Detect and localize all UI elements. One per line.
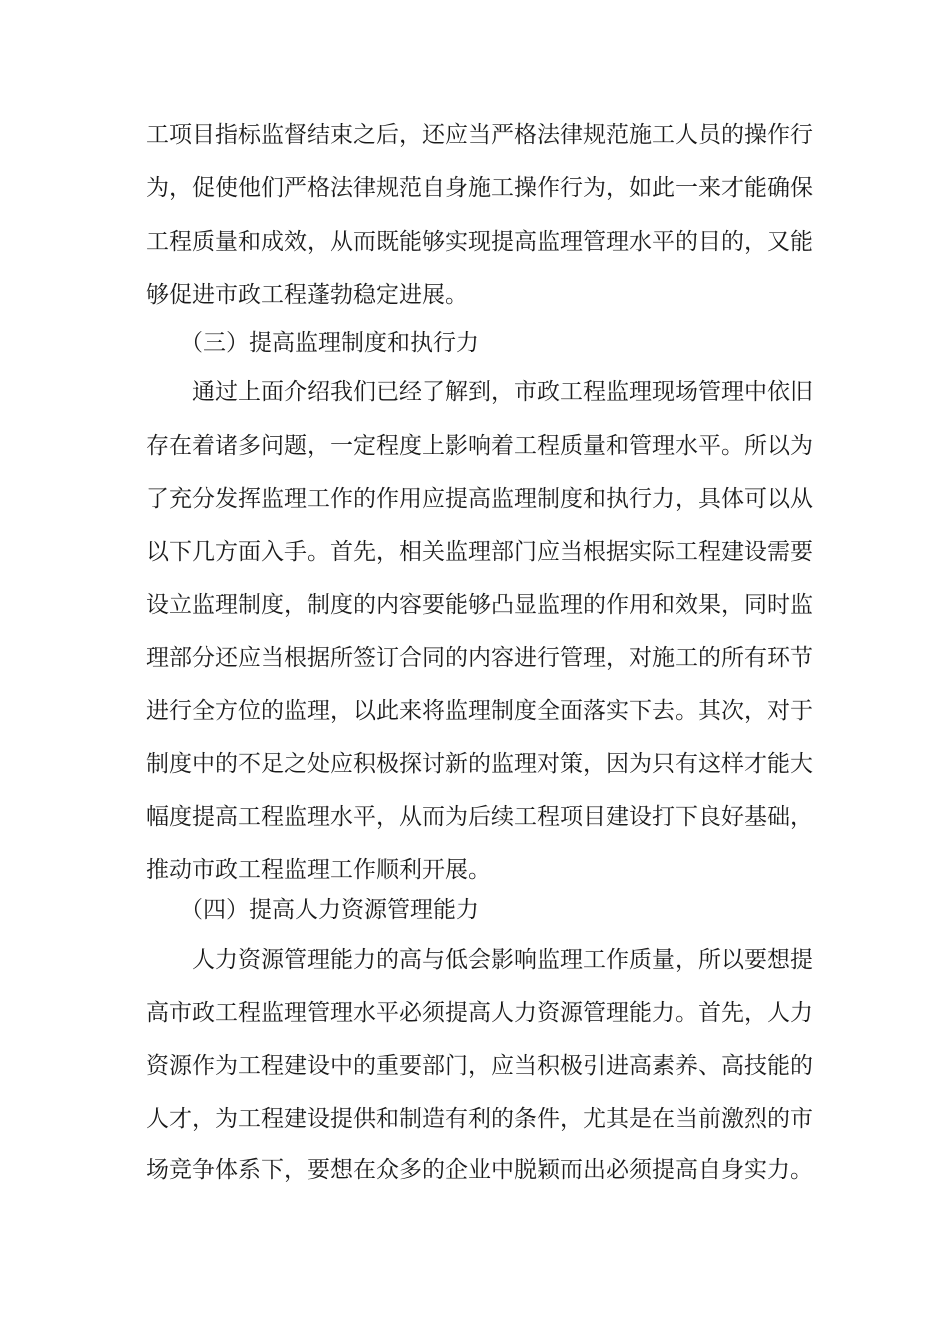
paragraph-line: 理部分还应当根据所签订合同的内容进行管理，对施工的所有环节 bbox=[146, 645, 813, 671]
paragraph-line: 为，促使他们严格法律规范自身施工操作行为，如此一来才能确保 bbox=[146, 175, 813, 201]
paragraph-line: 人力资源管理能力的高与低会影响监理工作质量，所以要想提 bbox=[192, 947, 813, 973]
section-heading: （三）提高监理制度和执行力 bbox=[180, 330, 479, 356]
paragraph-line: 资源作为工程建设中的重要部门，应当积极引进高素养、高技能的 bbox=[146, 1053, 813, 1079]
paragraph-line: 以下几方面入手。首先，相关监理部门应当根据实际工程建设需要 bbox=[146, 539, 813, 565]
paragraph-line: 高市政工程监理管理水平必须提高人力资源管理能力。首先，人力 bbox=[146, 1000, 813, 1026]
paragraph-line: 制度中的不足之处应积极探讨新的监理对策，因为只有这样才能大 bbox=[146, 751, 813, 777]
paragraph-line: 通过上面介绍我们已经了解到，市政工程监理现场管理中依旧 bbox=[192, 379, 813, 405]
paragraph-line: 推动市政工程监理工作顺利开展。 bbox=[146, 857, 491, 883]
paragraph-line: 存在着诸多问题，一定程度上影响着工程质量和管理水平。所以为 bbox=[146, 433, 813, 459]
paragraph-line: 进行全方位的监理，以此来将监理制度全面落实下去。其次，对于 bbox=[146, 698, 813, 724]
paragraph-line: 人才，为工程建设提供和制造有利的条件，尤其是在当前激烈的市 bbox=[146, 1106, 813, 1132]
paragraph-line: 够促进市政工程蓬勃稳定进展。 bbox=[146, 282, 468, 308]
paragraph-line: 了充分发挥监理工作的作用应提高监理制度和执行力，具体可以从 bbox=[146, 486, 813, 512]
paragraph-line: 设立监理制度，制度的内容要能够凸显监理的作用和效果，同时监 bbox=[146, 592, 813, 618]
section-heading: （四）提高人力资源管理能力 bbox=[180, 897, 479, 923]
paragraph-line: 工程质量和成效，从而既能够实现提高监理管理水平的目的，又能 bbox=[146, 229, 813, 255]
paragraph-line: 幅度提高工程监理水平，从而为后续工程项目建设打下良好基础， bbox=[146, 804, 813, 830]
paragraph-line: 场竞争体系下，要想在众多的企业中脱颖而出必须提高自身实力。 bbox=[146, 1157, 813, 1183]
paragraph-line: 工项目指标监督结束之后，还应当严格法律规范施工人员的操作行 bbox=[146, 122, 813, 148]
